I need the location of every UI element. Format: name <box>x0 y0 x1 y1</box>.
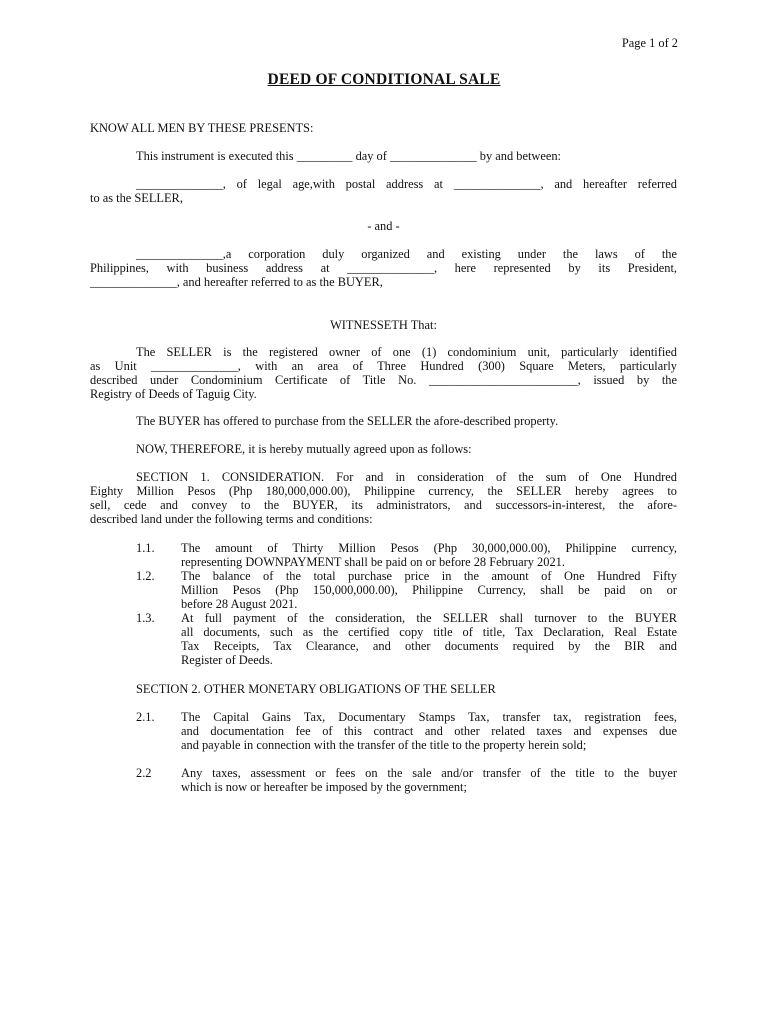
paragraph-line: Any taxes, assessment or fees on the sale and/or transfer of the title to the buyer <box>181 766 677 780</box>
paragraph-line: sell, cede and convey to the BUYER, its administrators, and successors-in-interest, the afore- <box>90 498 677 512</box>
paragraph-line: The Capital Gains Tax, Documentary Stamps Tax, transfer tax, registration fees, <box>181 710 677 724</box>
item-number: 2.1. <box>136 710 155 724</box>
paragraph-line: ______________,a corporation duly organized and existing under the laws of the <box>136 247 677 261</box>
document-title: DEED OF CONDITIONAL SALE <box>267 71 501 88</box>
paragraph-line: as Unit ______________, with an area of Three Hundred (300) Square Meters, particularly <box>90 359 677 373</box>
paragraph-line: and documentation fee of this contract and other related taxes and expenses due <box>181 724 677 738</box>
paragraph-line: described land under the following terms and conditions: <box>90 512 373 526</box>
paragraph-line: ______________, of legal age,with postal address at ______________, and hereafter referred <box>136 177 677 191</box>
item-text <box>181 541 677 569</box>
paragraph-line: which is now or hereafter be imposed by the government; <box>181 780 467 794</box>
witnesseth-heading: WITNESSETH That: <box>330 318 437 332</box>
paragraph-line: The SELLER is the registered owner of one (1) condominium unit, particularly identified <box>136 345 677 359</box>
know-all-heading: KNOW ALL MEN BY THESE PRESENTS: <box>90 121 314 135</box>
buyer-offer-paragraph: The BUYER has offered to purchase from the SELLER the afore-described property. <box>136 414 559 428</box>
now-therefore-paragraph: NOW, THEREFORE, it is hereby mutually agreed upon as follows: <box>136 442 472 456</box>
section-2-heading: SECTION 2. OTHER MONETARY OBLIGATIONS OF THE SELLER <box>136 682 496 696</box>
paragraph-line: SECTION 1. CONSIDERATION. For and in consideration of the sum of One Hundred <box>136 470 677 484</box>
paragraph-line: described under Condominium Certificate of Title No. ________________________, issued by the <box>90 373 677 387</box>
buyer-paragraph <box>90 247 677 289</box>
page-number: Page 1 of 2 <box>621 36 678 50</box>
item-text <box>181 766 677 794</box>
paragraph-line: ______________, and hereafter referred to as the BUYER, <box>90 275 383 289</box>
item-number: 1.3. <box>136 611 155 625</box>
paragraph-line: Tax Receipts, Tax Clearance, and other documents required by the BIR and <box>181 639 677 653</box>
and-separator: - and - <box>367 219 400 233</box>
paragraph-line: Registry of Deeds of Taguig City. <box>90 387 257 401</box>
item-text <box>181 611 677 667</box>
executed-paragraph: This instrument is executed this _________ day of ______________ by and between: <box>136 149 562 163</box>
paragraph-line: The amount of Thirty Million Pesos (Php 30,000,000.00), Philippine currency, <box>181 541 677 555</box>
item-number: 2.2 <box>136 766 152 780</box>
paragraph-line: At full payment of the consideration, the SELLER shall turnover to the BUYER <box>181 611 677 625</box>
paragraph-line: The balance of the total purchase price in the amount of One Hundred Fifty <box>181 569 677 583</box>
paragraph-line: and payable in connection with the transfer of the title to the property herein sold; <box>181 738 587 752</box>
item-text <box>181 569 677 611</box>
paragraph-line: to as the SELLER, <box>90 191 183 205</box>
section-1-paragraph <box>90 470 677 526</box>
paragraph-line: Eighty Million Pesos (Php 180,000,000.00), Philippine currency, the SELLER hereby agrees to <box>90 484 677 498</box>
paragraph-line: representing DOWNPAYMENT shall be paid on or before 28 February 2021. <box>181 555 565 569</box>
item-number: 1.1. <box>136 541 155 555</box>
item-number: 1.2. <box>136 569 155 583</box>
paragraph-line: before 28 August 2021. <box>181 597 298 611</box>
item-text <box>181 710 677 752</box>
seller-paragraph <box>90 177 677 205</box>
seller-owner-paragraph <box>90 345 677 401</box>
paragraph-line: Million Pesos (Php 150,000,000.00), Philippine Currency, shall be paid on or <box>181 583 677 597</box>
paragraph-line: Philippines, with business address at ______________, here represented by its President, <box>90 261 677 275</box>
paragraph-line: all documents, such as the certified copy title of title, Tax Declaration, Real Estate <box>181 625 677 639</box>
paragraph-line: Register of Deeds. <box>181 653 273 667</box>
